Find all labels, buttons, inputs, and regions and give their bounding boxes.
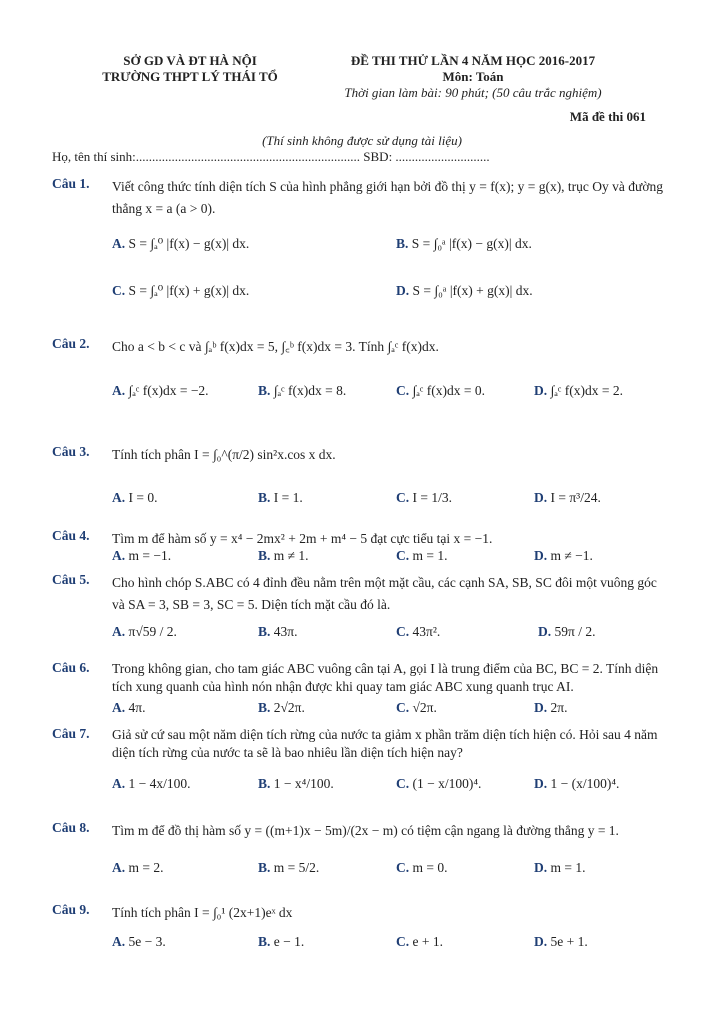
option-a[interactable]: A. 1 − 4x/100.	[112, 776, 191, 791]
option-a[interactable]: A. m = −1.	[112, 548, 172, 563]
option-d[interactable]: D. 1 − (x/100)⁴.	[534, 776, 620, 791]
option-b[interactable]: B. 2√2π.	[258, 700, 305, 715]
question-5	[52, 572, 672, 652]
question-label: Câu 2.	[52, 336, 90, 351]
question-3	[52, 444, 672, 514]
question-text: Tìm m để đồ thị hàm số y = ((m+1)x − 5m)/(2x − m) có tiệm cận ngang là đường thẳng y = 1.	[112, 823, 619, 838]
option-c[interactable]: C. √2π.	[396, 700, 437, 715]
option-b[interactable]: B. ∫ₐᶜ f(x)dx = 8.	[258, 383, 347, 398]
option-a[interactable]: A. π√59 / 2.	[112, 624, 177, 639]
option-d[interactable]: D. I = π³/24.	[534, 490, 601, 505]
option-d[interactable]: D. 5e + 1.	[534, 934, 588, 949]
option-c[interactable]: C. (1 − x/100)⁴.	[396, 776, 482, 791]
question-label: Câu 9.	[52, 902, 90, 917]
question-4	[52, 528, 672, 568]
question-label: Câu 1.	[52, 176, 90, 191]
option-a[interactable]: A. ∫ₐᶜ f(x)dx = −2.	[112, 383, 209, 398]
option-d[interactable]: D. S = ∫₀ᵃ |f(x) + g(x)| dx.	[396, 283, 533, 298]
subject: Môn: Toán	[442, 69, 504, 84]
option-c[interactable]: C. ∫ₐᶜ f(x)dx = 0.	[396, 383, 485, 398]
question-text: Giả sử cứ sau một năm diện tích rừng của nước ta giảm x phần trăm diện tích hiện có. Hỏi sau 4 năm diện tích rừng của nước ta sẽ là bao nhiêu lần diện tích hiện nay?	[112, 727, 658, 760]
exam-note: (Thí sinh không được sử dụng tài liệu)	[262, 133, 462, 148]
question-text: Tính tích phân I = ∫₀^(π/2) sin²x.cos x dx.	[112, 447, 336, 462]
option-b[interactable]: B. S = ∫₀ᵃ |f(x) − g(x)| dx.	[396, 236, 532, 251]
question-label: Câu 8.	[52, 820, 90, 835]
question-7	[52, 726, 672, 806]
option-c[interactable]: C. m = 0.	[396, 860, 448, 875]
header-right	[318, 53, 628, 101]
question-label: Câu 6.	[52, 660, 90, 675]
option-a[interactable]: A. m = 2.	[112, 860, 164, 875]
question-text: Trong không gian, cho tam giác ABC vuông cân tại A, gọi I là trung điểm của BC, BC = 2. Tính diện tích xung quanh của hình nón nhận được khi quay tam giác ABC xung quanh trục AI.	[112, 661, 659, 694]
question-6	[52, 660, 672, 722]
option-b[interactable]: B. m = 5/2.	[258, 860, 320, 875]
question-2	[52, 336, 672, 406]
question-text: Tính tích phân I = ∫₀¹ (2x+1)eˣ dx	[112, 905, 293, 920]
option-a[interactable]: A. S = ∫ₐ⁰ |f(x) − g(x)| dx.	[112, 236, 250, 251]
question-9	[52, 902, 672, 962]
department-name: SỞ GD VÀ ĐT HÀ NỘI	[123, 53, 257, 68]
option-c[interactable]: C. 43π².	[396, 624, 441, 639]
option-a[interactable]: A. 4π.	[112, 700, 146, 715]
option-c[interactable]: C. m = 1.	[396, 548, 448, 563]
school-name: TRƯỜNG THPT LÝ THÁI TỔ	[102, 69, 278, 84]
header-left	[60, 53, 320, 85]
option-d[interactable]: D. m ≠ −1.	[534, 548, 593, 563]
question-text: Cho hình chóp S.ABC có 4 đỉnh đều nằm trên một mặt cầu, các cạnh SA, SB, SC đôi một vuông góc và SA = 3, SB = 3, SC = 5. Diện tích mặt cầu đó là.	[112, 575, 657, 612]
option-a[interactable]: A. I = 0.	[112, 490, 158, 505]
question-label: Câu 7.	[52, 726, 90, 741]
option-d[interactable]: D. 59π / 2.	[538, 624, 596, 639]
option-b[interactable]: B. m ≠ 1.	[258, 548, 309, 563]
exam-code: Mã đề thi 061	[569, 109, 646, 124]
option-a[interactable]: A. 5e − 3.	[112, 934, 166, 949]
question-8	[52, 820, 672, 882]
option-d[interactable]: D. 2π.	[534, 700, 568, 715]
exam-title: ĐỀ THI THỬ LẦN 4 NĂM HỌC 2016-2017	[350, 53, 596, 68]
question-label: Câu 5.	[52, 572, 90, 587]
option-b[interactable]: B. e − 1.	[258, 934, 305, 949]
question-1	[52, 176, 672, 306]
option-d[interactable]: D. ∫ₐᶜ f(x)dx = 2.	[534, 383, 623, 398]
question-text: Tìm m để hàm số y = x⁴ − 2mx² + 2m + m⁴ − 5 đạt cực tiểu tại x = −1.	[112, 531, 493, 546]
option-b[interactable]: B. I = 1.	[258, 490, 303, 505]
option-b[interactable]: B. 1 − x⁴/100.	[258, 776, 334, 791]
option-b[interactable]: B. 43π.	[258, 624, 298, 639]
student-info-line: Họ, tên thí sinh:..................................................................... SBD: .............................	[52, 149, 490, 164]
option-c[interactable]: C. e + 1.	[396, 934, 443, 949]
option-c[interactable]: C. S = ∫ₐ⁰ |f(x) + g(x)| dx.	[112, 283, 250, 298]
duration: Thời gian làm bài: 90 phút; (50 câu trắc nghiệm)	[344, 85, 602, 100]
option-d[interactable]: D. m = 1.	[534, 860, 586, 875]
question-text: Viết công thức tính diện tích S của hình phẳng giới hạn bởi đồ thị y = f(x); y = g(x), trục Oy và đường thẳng x = a (a > 0).	[112, 179, 663, 216]
question-text: Cho a < b < c và ∫ₐᵇ f(x)dx = 5, ∫꜀ᵇ f(x)dx = 3. Tính ∫ₐᶜ f(x)dx.	[112, 339, 439, 354]
question-label: Câu 3.	[52, 444, 90, 459]
option-c[interactable]: C. I = 1/3.	[396, 490, 452, 505]
question-label: Câu 4.	[52, 528, 90, 543]
